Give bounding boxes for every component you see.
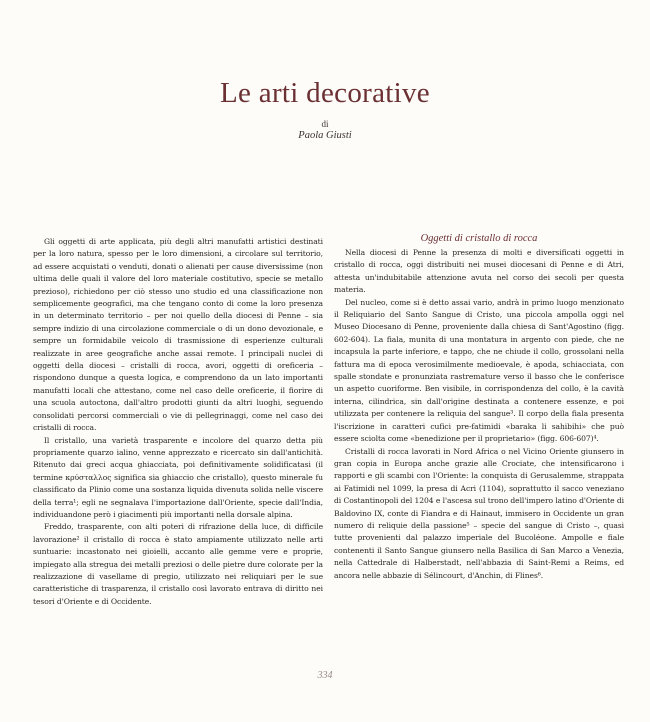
body-paragraph: Il cristallo, una varietà trasparente e incolore del quarzo detta più propriamente quarzo ialino, venne apprezzato e ricercato sin dall'antichità. Ritenuto dai greci acqua ghiacciata, poi definitivamente solidificatasi (il termine κρύσταλλος significa sia ghiaccio che cristallo), questo minerale fu classificato da Plinio come una sostanza liquida divenuta solida nelle viscere della terra¹; egli ne segnalava l'importazione dall'Oriente, specie dall'India, individuandone però i giacimenti più importanti nella dorsale alpina. [33, 435, 323, 519]
left-column [33, 236, 323, 608]
byline-prefix: di [321, 119, 329, 129]
right-column [334, 247, 624, 582]
page-title: Le arti decorative [220, 77, 430, 109]
page-number: 334 [317, 670, 333, 681]
body-paragraph: Nella diocesi di Penne la presenza di molti e diversificati oggetti in cristallo di rocca, oggi distribuiti nei musei diocesani di Penne e di Atri, attesta un'indubitabile attenzione avuta nel corso dei secoli per questa materia. [334, 248, 624, 295]
body-paragraph: Cristalli di rocca lavorati in Nord Africa o nel Vicino Oriente giunsero in gran copia in Europa anche grazie alle Crociate, che intensificarono i rapporti e gli scambi con l'Oriente: la conquista di Gerusalemme, strappata ai Fatimidi nel 1099, la presa di Acri (1104), soprattutto il sacco veneziano di Costantinopoli del 1204 e l'ascesa sul trono dell'impero latino d'Oriente di Baldovino IX, conte di Fiandra e di Hainaut, immisero in Occidente un gran numero di reliquie della passione⁵ – specie del sangue di Cristo –, quasi tutte provenienti dal palazzo imperiale del Bucoléone. Ampolle e fiale contenenti il Santo Sangue giunsero nella Basilica di San Marco a Venezia, nella Cattedrale di Halberstadt, nell'abbazia di Saint-Remi a Reims, ed ancora nelle abbazie di Sélincourt, d'Anchin, di Flines⁶. [334, 446, 624, 580]
section-title: Oggetti di cristallo di rocca [420, 233, 538, 244]
body-paragraph: Freddo, trasparente, con alti poteri di rifrazione della luce, di difficile lavorazione² il cristallo di rocca è stato ampiamente utilizzato nelle arti suntuarie: incastonato nei gioielli, accanto alle gemme vere e proprie, impiegato alla stregua dei metalli preziosi o delle pietre dure colorate per la realizzazione di vasellame di pregio, utilizzato nei reliquiari per le sue caratteristiche di trasparenza, il cristallo così lavorato entrava di diritto nei tesori d'Oriente e di Occidente. [33, 522, 323, 606]
author-name: Paola Giusti [298, 130, 352, 141]
body-paragraph: Del nucleo, come si è detto assai vario, andrà in primo luogo menzionato il Reliquiario del Santo Sangue di Cristo, una piccola ampolla oggi nel Museo Diocesano di Penne, proveniente dalla chiesa di Sant'Agostino (figg. 602-604). La fiala, munita di una montatura in argento con piede, che ne incapsula la parte inferiore, e tappo, che ne chiude il collo, grossolani nella fattura ma di epoca verosimilmente medioevale, è apoda, schiacciata, con spalle stondate e pronunziata rastremature verso il basso che le conferisce un aspetto cuoriforme. Ben visibile, in corrispondenza del collo, è la cavità interna, cilindrica, sin dall'origine destinata a contenere essenze, e poi utilizzata per contenere la reliquia del sangue³. Il corpo della fiala presenta l'iscrizione in caratteri cufici pre-fatimidi «baraka li sahibihi» che può essere sciolta come «benedizione per il proprietario» (figg. 606-607)⁴. [334, 297, 624, 444]
body-paragraph: Gli oggetti di arte applicata, più degli altri manufatti artistici destinati per la loro natura, spesso per le loro dimensioni, a circolare sul territorio, ad essere acquistati o venduti, donati o alienati per cause diversissime (non ultima delle quali il valore del loro materiale costitutivo, specie se metallo prezioso), richiedono per ciò stesso uno studio ed una classificazione non semplicemente geografici, ma che tengano conto di come la loro presenza in un determinato territorio – per noi quello della diocesi di Penne – sia sempre indizio di una circolazione commerciale o di un dono devozionale, e sempre un formidabile veicolo di trasmissione di esperienze culturali realizzate in aree geografiche anche assai remote. I principali nuclei di oggetti della diocesi – cristalli di rocca, avori, oggetti di oreficeria – rispondono dunque a questa logica, e comprendono da un lato importanti manufatti locali che attestano, come nel caso delle oreficerie, il fiorire di una scuola autoctona, dall'altro prodotti giunti da altri luoghi, seguendo consolidati percorsi commerciali o vie di pellegrinaggi, come nel caso dei cristalli di rocca. [33, 237, 323, 433]
